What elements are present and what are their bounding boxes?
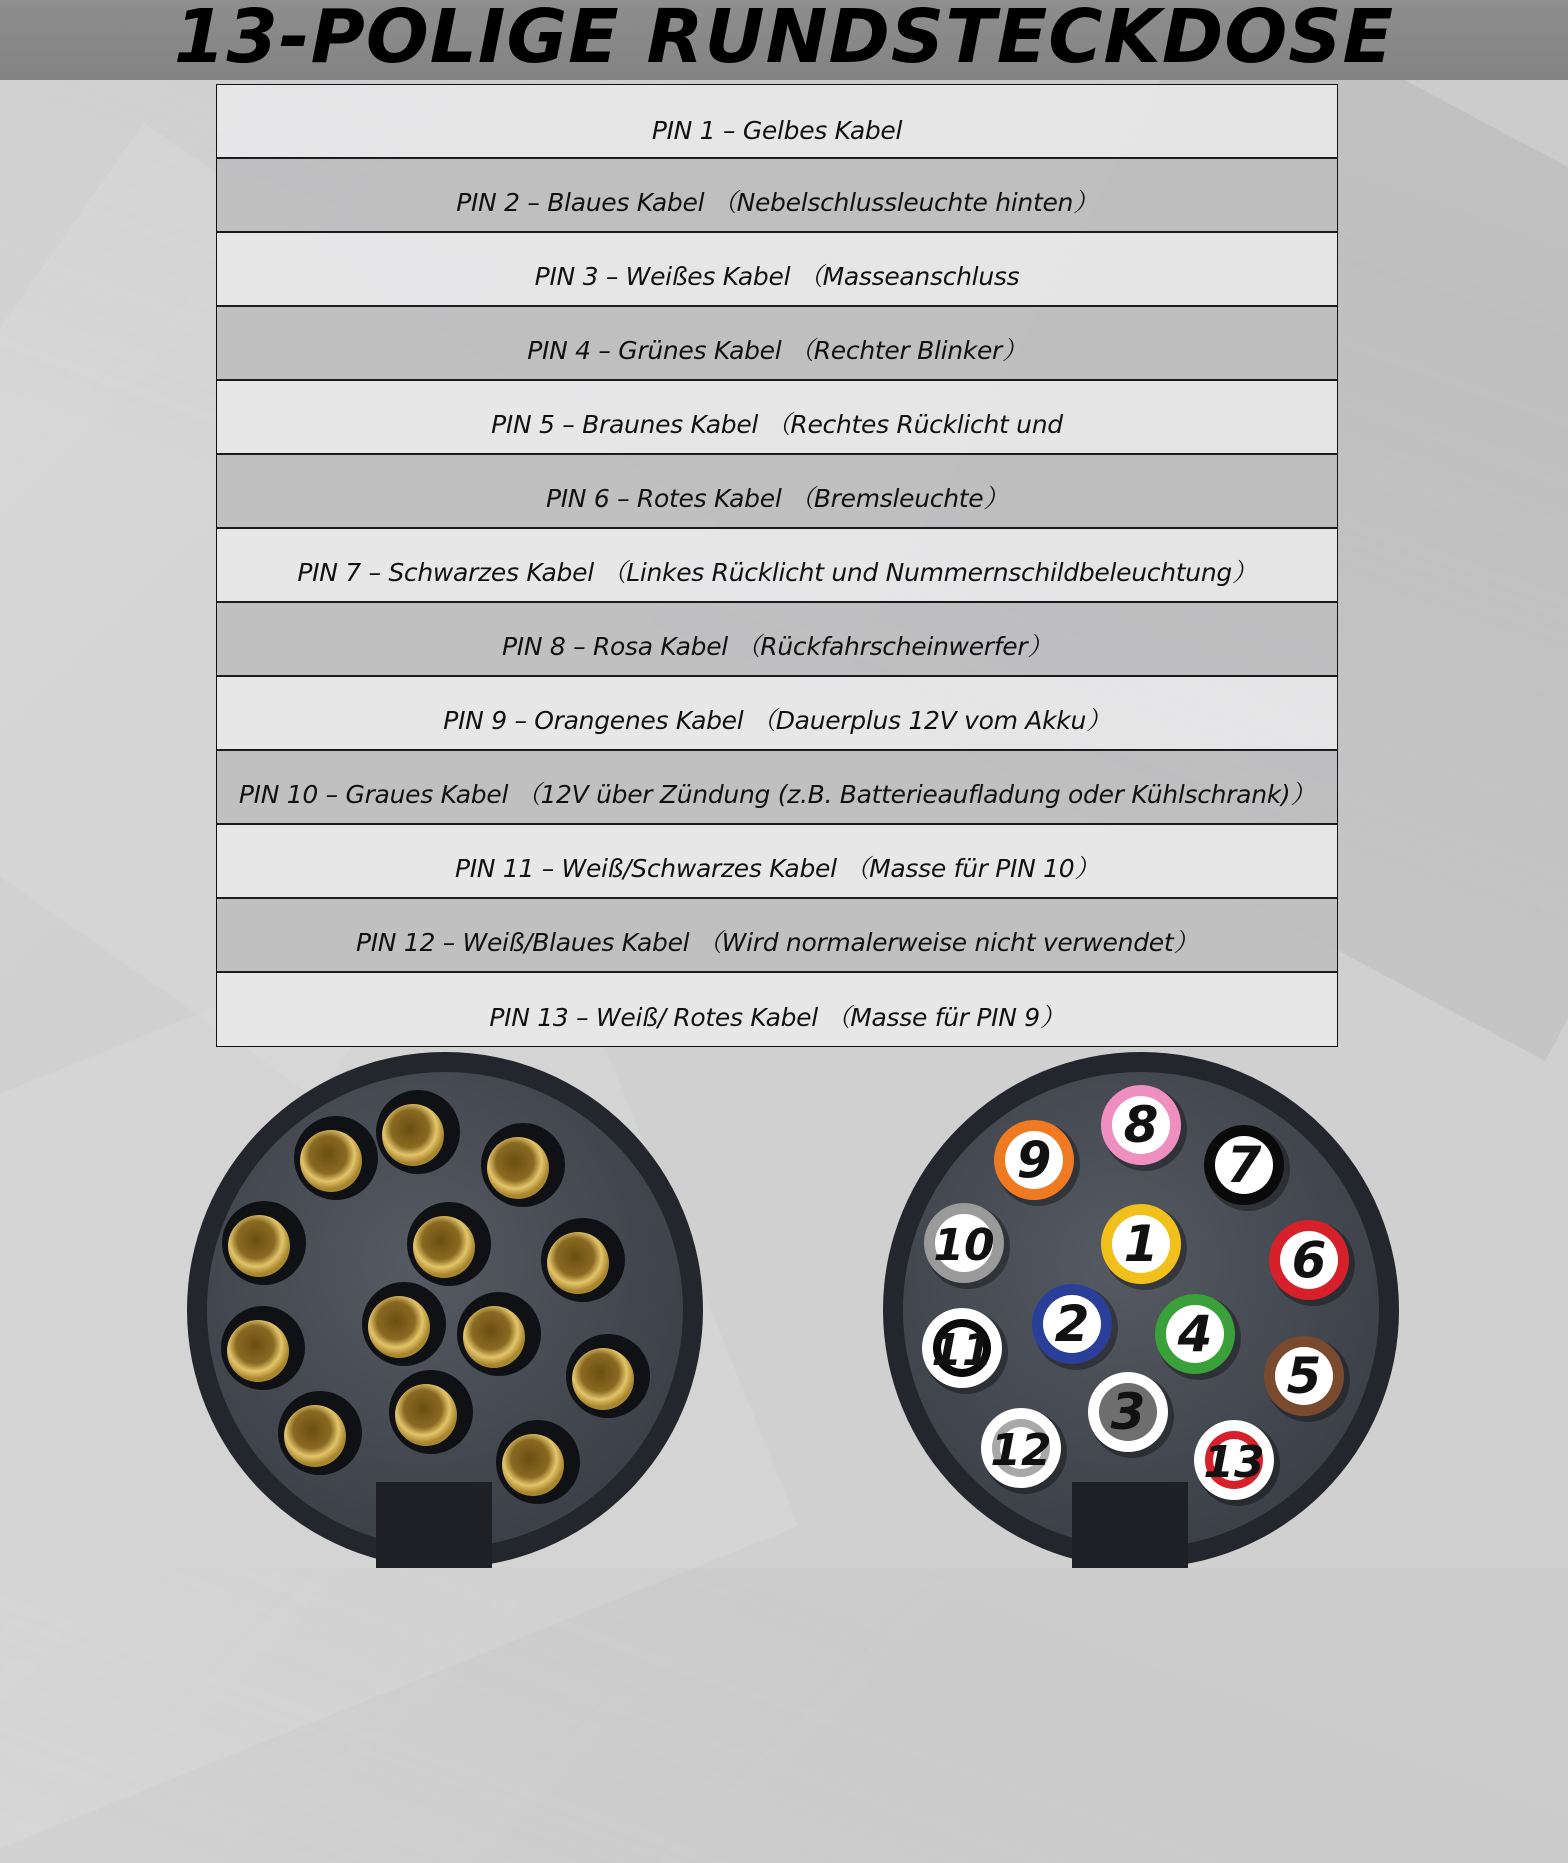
brass-contact [376, 1090, 460, 1174]
socket-diagram [882, 1052, 1400, 1568]
brass-contact [407, 1202, 491, 1286]
brass-contact [389, 1370, 473, 1454]
brass-contact [222, 1201, 306, 1285]
pin-number-label: 1 [1123, 1215, 1159, 1273]
pin-row-11: PIN 11 – Weiß/Schwarzes Kabel （Masse für PIN 10） [217, 825, 1337, 899]
brass-contact [362, 1282, 446, 1366]
pin-number-label: 7 [1226, 1136, 1262, 1194]
brass-contact [221, 1306, 305, 1390]
brass-contact [457, 1292, 541, 1376]
socket-key-notch [376, 1482, 492, 1568]
pin-number-label: 12 [990, 1425, 1052, 1476]
pin-row-10: PIN 10 – Graues Kabel （12V über Zündung (z.B. Batterieaufladung oder Kühlschrank)） [217, 751, 1337, 825]
pin-row-12: PIN 12 – Weiß/Blaues Kabel （Wird normalerweise nicht verwendet） [217, 899, 1337, 973]
pin-row-4: PIN 4 – Grünes Kabel （Rechter Blinker） [217, 307, 1337, 381]
brass-contact [541, 1218, 625, 1302]
pin-number-label: 9 [1016, 1131, 1052, 1189]
pin-number-label: 2 [1054, 1295, 1090, 1353]
pin-number-label: 6 [1291, 1231, 1327, 1289]
pin-row-5: PIN 5 – Braunes Kabel （Rechtes Rücklicht und [217, 381, 1337, 455]
pin-row-9: PIN 9 – Orangenes Kabel （Dauerplus 12V vom Akku） [217, 677, 1337, 751]
socket-key-notch [1072, 1482, 1188, 1568]
pin-row-3: PIN 3 – Weißes Kabel （Masseanschluss [217, 233, 1337, 307]
pin-number-label: 8 [1123, 1096, 1159, 1154]
brass-contact [481, 1123, 565, 1207]
pin-row-7: PIN 7 – Schwarzes Kabel （Linkes Rücklicht und Nummernschildbeleuchtung） [217, 529, 1337, 603]
pin-number-label: 3 [1110, 1383, 1146, 1441]
pin-number-label: 10 [933, 1220, 995, 1271]
socket-photo [186, 1052, 704, 1568]
pin-row-2: PIN 2 – Blaues Kabel （Nebelschlussleuchte hinten） [217, 159, 1337, 233]
page-title: 13-POLIGE RUNDSTECKDOSE [173, 0, 1395, 80]
pin-number-label: 4 [1177, 1305, 1213, 1363]
pin-assignment-table [216, 84, 1338, 1047]
brass-contact [566, 1334, 650, 1418]
title-bar [0, 0, 1568, 80]
brass-contact [294, 1116, 378, 1200]
pin-number-label: 13 [1203, 1437, 1265, 1488]
pin-row-1: PIN 1 – Gelbes Kabel [217, 85, 1337, 159]
pin-row-8: PIN 8 – Rosa Kabel （Rückfahrscheinwerfer） [217, 603, 1337, 677]
brass-contact [496, 1420, 580, 1504]
pin-row-13: PIN 13 – Weiß/ Rotes Kabel （Masse für PIN 9） [217, 973, 1337, 1046]
pin-number-label: 11 [931, 1325, 993, 1376]
pin-row-6: PIN 6 – Rotes Kabel （Bremsleuchte） [217, 455, 1337, 529]
pin-number-label: 5 [1286, 1347, 1322, 1405]
brass-contact [278, 1391, 362, 1475]
